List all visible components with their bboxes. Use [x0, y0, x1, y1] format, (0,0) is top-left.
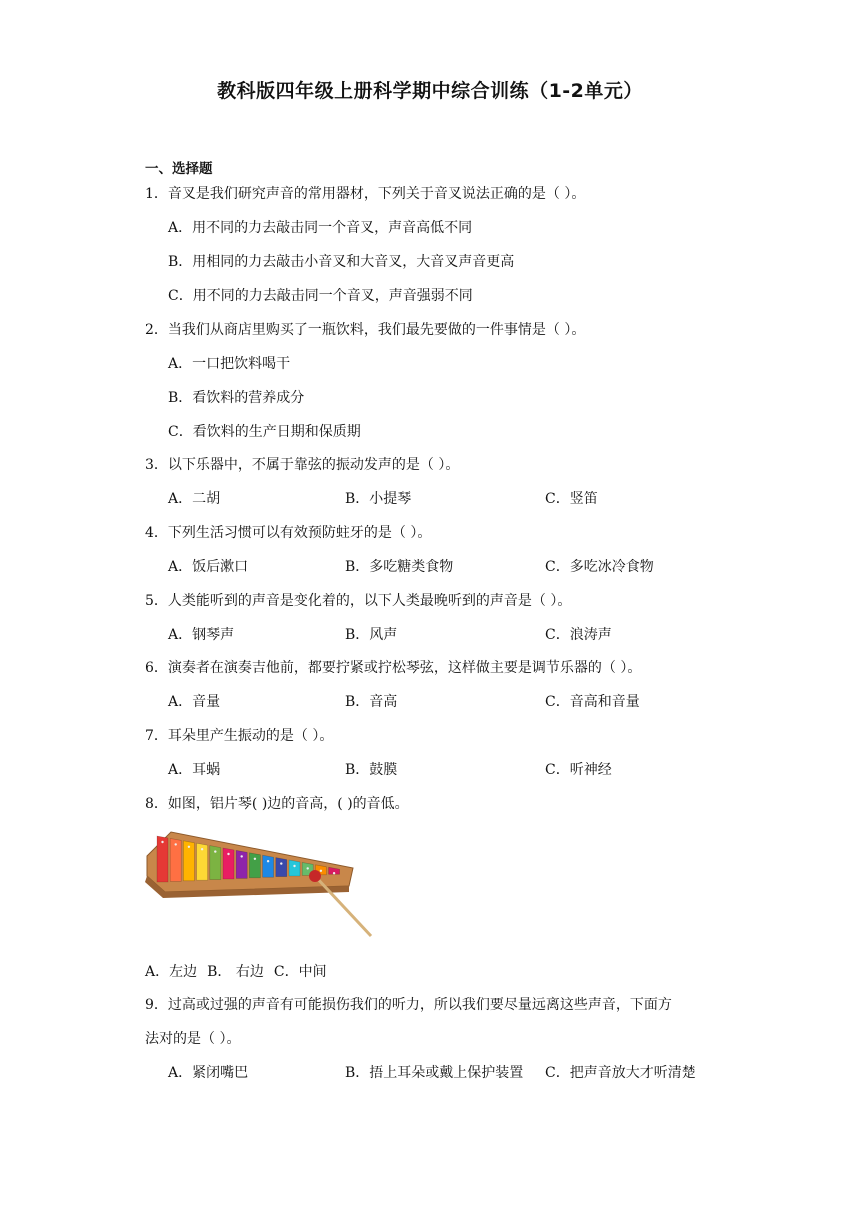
bar-pin — [293, 865, 295, 867]
bar-pin — [307, 867, 309, 869]
option[interactable]: C．中间 — [273, 964, 327, 980]
bar-pin — [267, 860, 269, 862]
xylophone-bar — [276, 858, 287, 877]
option[interactable]: A．二胡 — [168, 491, 221, 507]
option[interactable]: B．看饮料的营养成分 — [168, 390, 305, 406]
answer-options-row — [145, 962, 337, 982]
bar-pin — [254, 858, 256, 860]
bar-pin — [161, 841, 163, 843]
option[interactable]: C．把声音放大才听清楚 — [545, 1065, 696, 1081]
xylophone-bar — [236, 850, 247, 878]
question-stem: 6．演奏者在演奏吉他前，都要拧紧或拧松琴弦，这样做主要是调节乐器的（ ）。 — [145, 660, 642, 676]
bar-pin — [320, 870, 322, 872]
question-stem: 3．以下乐器中，不属于靠弦的振动发声的是（ ）。 — [145, 457, 460, 473]
xylophone-bar — [289, 860, 300, 876]
option[interactable]: A．饭后漱口 — [168, 559, 249, 575]
question-stem: 4．下列生活习惯可以有效预防蛀牙的是（ ）。 — [145, 525, 432, 541]
option[interactable]: A．音量 — [168, 694, 221, 710]
bar-pin — [280, 862, 282, 864]
option[interactable]: A．钢琴声 — [168, 627, 235, 643]
question-stem: 5．人类能听到的声音是变化着的，以下人类最晚听到的声音是（ ）。 — [145, 593, 572, 609]
option[interactable]: A．左边 — [145, 964, 198, 980]
bar-pin — [201, 848, 203, 850]
xylophone-bar — [263, 855, 274, 877]
xylophone-bar — [223, 848, 234, 879]
question-stem: 1．音叉是我们研究声音的常用器材，下列关于音叉说法正确的是（ ）。 — [145, 186, 586, 202]
bar-pin — [175, 843, 177, 845]
option[interactable]: B．小提琴 — [345, 491, 412, 507]
bar-pin — [214, 850, 216, 852]
bar-pin — [333, 872, 335, 874]
bar-pin — [188, 846, 190, 848]
question-stem: 8．如图，铝片琴( )边的音高，( )的音低。 — [145, 796, 409, 812]
option[interactable]: A．紧闭嘴巴 — [168, 1065, 249, 1081]
xylophone-image — [143, 822, 375, 940]
option[interactable]: B．用相同的力去敲击小音叉和大音叉，大音叉声音更高 — [168, 254, 515, 270]
section-heading: 一、选择题 — [145, 161, 213, 177]
question-stem-continued: 法对的是（ ）。 — [145, 1031, 241, 1047]
bar-pin — [227, 853, 229, 855]
xylophone-bar — [249, 853, 260, 878]
option[interactable]: C．竖笛 — [545, 491, 598, 507]
option[interactable]: B． 右边 — [207, 964, 264, 980]
bar-pin — [241, 855, 243, 857]
option[interactable]: B．鼓膜 — [345, 762, 398, 778]
question-stem: 2．当我们从商店里购买了一瓶饮料，我们最先要做的一件事情是（ ）。 — [145, 322, 586, 338]
option[interactable]: A．耳蜗 — [168, 762, 221, 778]
option[interactable]: C．看饮料的生产日期和保质期 — [168, 424, 361, 440]
question-stem: 7．耳朵里产生振动的是（ ）。 — [145, 728, 334, 744]
option[interactable]: B．多吃糖类食物 — [345, 559, 454, 575]
page-title: 教科版四年级上册科学期中综合训练（1-2单元） — [217, 80, 643, 102]
option[interactable]: B．音高 — [345, 694, 398, 710]
option[interactable]: C．音高和音量 — [545, 694, 640, 710]
option[interactable]: B．捂上耳朵或戴上保护装置 — [345, 1065, 524, 1081]
option[interactable]: C．浪涛声 — [545, 627, 612, 643]
mallet-head — [309, 870, 321, 882]
option[interactable]: C．听神经 — [545, 762, 612, 778]
option[interactable]: C．用不同的力去敲击同一个音叉，声音强弱不同 — [168, 288, 473, 304]
option[interactable]: B．风声 — [345, 627, 398, 643]
question-stem: 9．过高或过强的声音有可能损伤我们的听力，所以我们要尽量远离这些声音，下面方 — [145, 997, 672, 1013]
option[interactable]: A．一口把饮料喝干 — [168, 356, 291, 372]
option[interactable]: A．用不同的力去敲击同一个音叉，声音高低不同 — [168, 220, 473, 236]
option[interactable]: C．多吃冰冷食物 — [545, 559, 654, 575]
